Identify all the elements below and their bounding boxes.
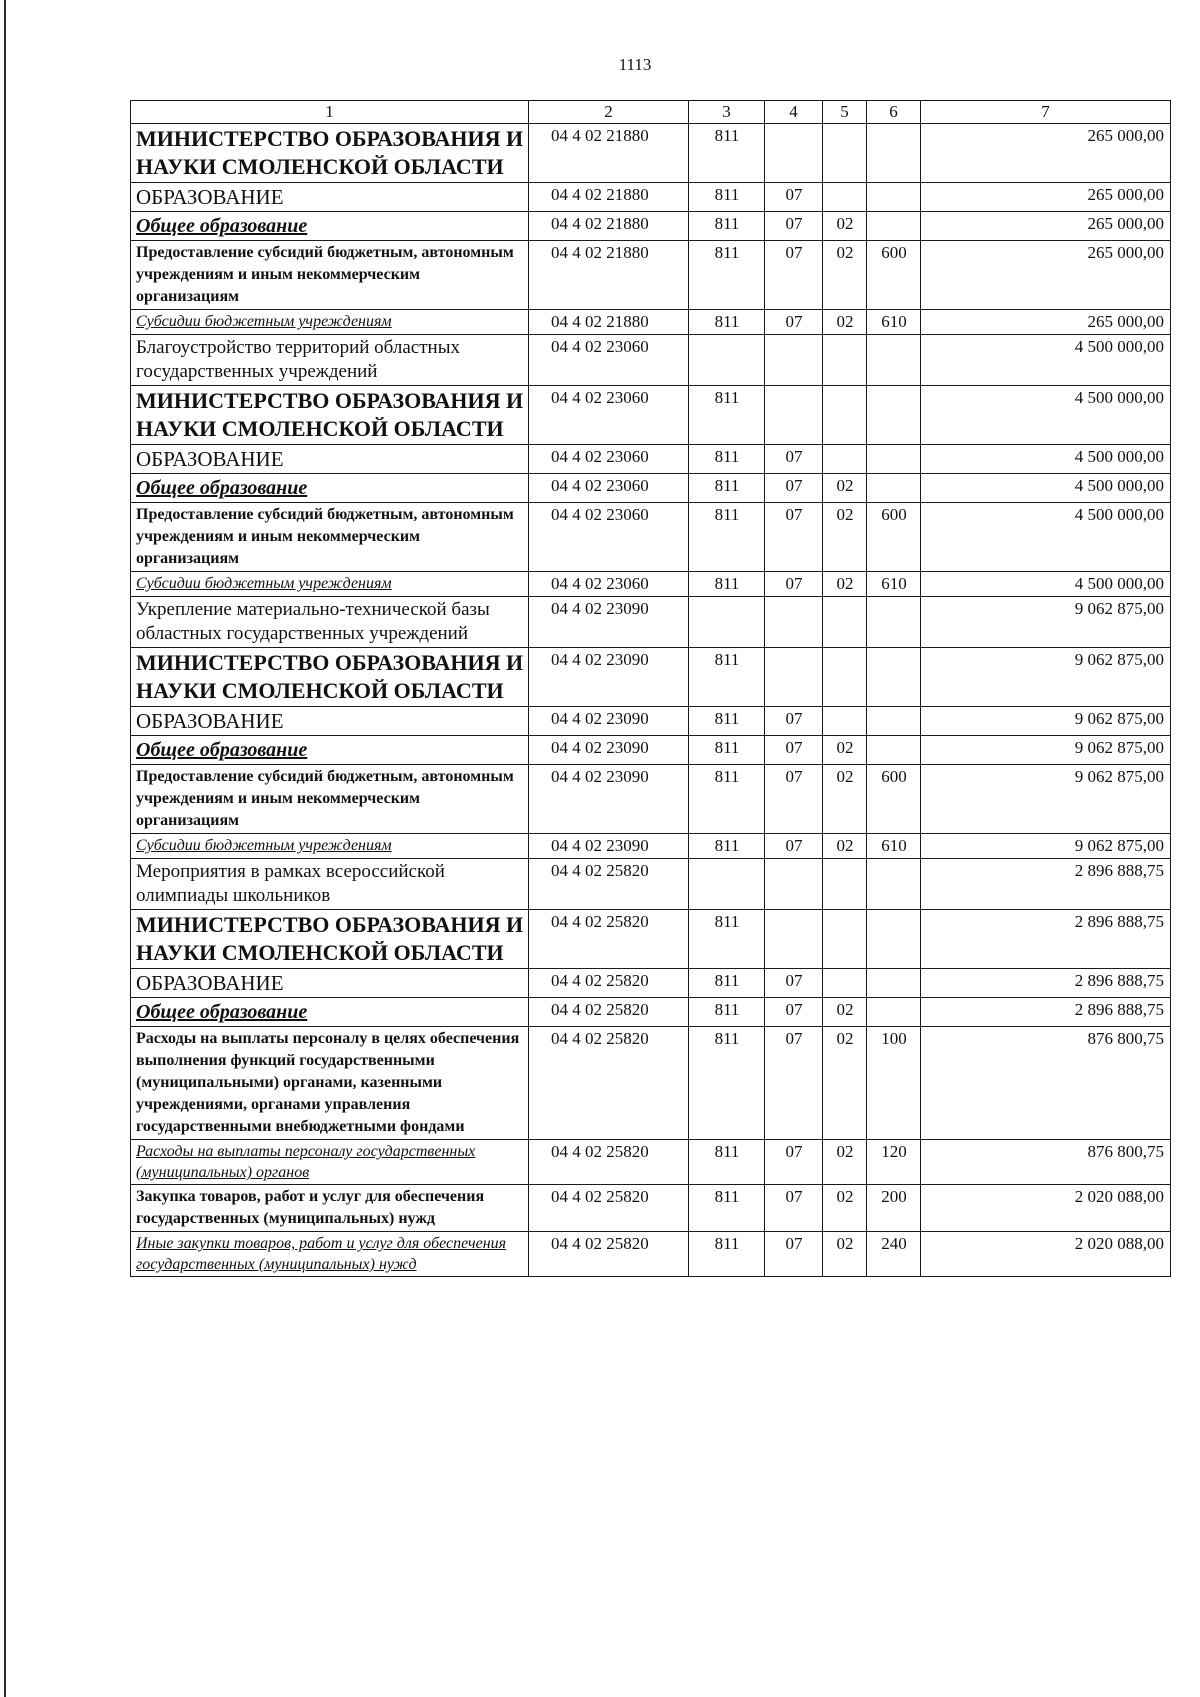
subsection-code-cell bbox=[823, 648, 867, 707]
section-code-cell: 07 bbox=[765, 736, 823, 765]
table-row bbox=[131, 572, 1171, 597]
expense-type-cell: 600 bbox=[867, 503, 921, 572]
expense-type-cell bbox=[867, 212, 921, 241]
subsection-code-cell: 02 bbox=[823, 765, 867, 834]
amount-cell: 876 800,75 bbox=[921, 1027, 1171, 1140]
section-code-cell: 07 bbox=[765, 503, 823, 572]
table-row bbox=[131, 445, 1171, 474]
grbs-code-cell: 811 bbox=[689, 1185, 765, 1232]
row-name-cell bbox=[131, 310, 529, 335]
expense-type-cell bbox=[867, 859, 921, 910]
amount-cell: 4 500 000,00 bbox=[921, 445, 1171, 474]
amount-cell: 876 800,75 bbox=[921, 1140, 1171, 1185]
target-code-cell: 04 4 02 23090 bbox=[529, 597, 689, 648]
amount-cell: 2 896 888,75 bbox=[921, 998, 1171, 1027]
subsection-code-cell bbox=[823, 597, 867, 648]
budget-table bbox=[130, 100, 1171, 1277]
row-name-text: Субсидии бюджетным учреждениям bbox=[136, 575, 392, 592]
row-name-cell: МИНИСТЕРСТВО ОБРАЗОВАНИЯ И НАУКИ СМОЛЕНСКОЙ ОБЛАСТИ bbox=[131, 910, 529, 969]
section-code-cell: 07 bbox=[765, 445, 823, 474]
subsection-code-cell: 02 bbox=[823, 310, 867, 335]
subsection-code-cell: 02 bbox=[823, 1027, 867, 1140]
table-row bbox=[131, 386, 1171, 445]
subsection-code-cell bbox=[823, 335, 867, 386]
amount-cell: 9 062 875,00 bbox=[921, 834, 1171, 859]
table-row bbox=[131, 474, 1171, 503]
subsection-code-cell: 02 bbox=[823, 736, 867, 765]
row-name-cell: ОБРАЗОВАНИЕ bbox=[131, 969, 529, 998]
grbs-code-cell: 811 bbox=[689, 648, 765, 707]
target-code-cell: 04 4 02 25820 bbox=[529, 1140, 689, 1185]
column-header: 2 bbox=[529, 101, 689, 124]
row-name-cell bbox=[131, 1232, 529, 1277]
expense-type-cell: 610 bbox=[867, 572, 921, 597]
table-row bbox=[131, 765, 1171, 834]
section-code-cell: 07 bbox=[765, 1185, 823, 1232]
grbs-code-cell: 811 bbox=[689, 1027, 765, 1140]
column-header: 5 bbox=[823, 101, 867, 124]
section-code-cell: 07 bbox=[765, 834, 823, 859]
section-code-cell bbox=[765, 335, 823, 386]
target-code-cell: 04 4 02 23060 bbox=[529, 572, 689, 597]
target-code-cell: 04 4 02 25820 bbox=[529, 1027, 689, 1140]
row-name-text: Субсидии бюджетным учреждениям bbox=[136, 837, 392, 854]
target-code-cell: 04 4 02 23090 bbox=[529, 648, 689, 707]
grbs-code-cell: 811 bbox=[689, 212, 765, 241]
table-row bbox=[131, 183, 1171, 212]
row-name-text: Общее образование bbox=[136, 739, 308, 761]
section-code-cell: 07 bbox=[765, 998, 823, 1027]
column-header: 6 bbox=[867, 101, 921, 124]
section-code-cell: 07 bbox=[765, 310, 823, 335]
amount-cell: 9 062 875,00 bbox=[921, 707, 1171, 736]
section-code-cell: 07 bbox=[765, 572, 823, 597]
amount-cell: 2 020 088,00 bbox=[921, 1185, 1171, 1232]
table-row bbox=[131, 910, 1171, 969]
target-code-cell: 04 4 02 23090 bbox=[529, 834, 689, 859]
grbs-code-cell: 811 bbox=[689, 124, 765, 183]
grbs-code-cell: 811 bbox=[689, 707, 765, 736]
subsection-code-cell: 02 bbox=[823, 1185, 867, 1232]
expense-type-cell bbox=[867, 474, 921, 503]
grbs-code-cell: 811 bbox=[689, 310, 765, 335]
table-row bbox=[131, 503, 1171, 572]
target-code-cell: 04 4 02 25820 bbox=[529, 910, 689, 969]
expense-type-cell: 610 bbox=[867, 310, 921, 335]
row-name-cell: Предоставление субсидий бюджетным, автономным учреждениям и иным некоммерческим организациям bbox=[131, 241, 529, 310]
target-code-cell: 04 4 02 23060 bbox=[529, 386, 689, 445]
row-name-cell: ОБРАЗОВАНИЕ bbox=[131, 445, 529, 474]
scan-edge-line bbox=[4, 0, 6, 1697]
table-row bbox=[131, 1185, 1171, 1232]
section-code-cell: 07 bbox=[765, 183, 823, 212]
row-name-cell: Предоставление субсидий бюджетным, автономным учреждениям и иным некоммерческим организациям bbox=[131, 765, 529, 834]
row-name-cell: ОБРАЗОВАНИЕ bbox=[131, 183, 529, 212]
target-code-cell: 04 4 02 23060 bbox=[529, 445, 689, 474]
expense-type-cell: 600 bbox=[867, 765, 921, 834]
subsection-code-cell bbox=[823, 969, 867, 998]
section-code-cell bbox=[765, 386, 823, 445]
row-name-text: Расходы на выплаты персоналу государственных (муниципальных) органов bbox=[136, 1143, 476, 1181]
section-code-cell: 07 bbox=[765, 1140, 823, 1185]
subsection-code-cell bbox=[823, 859, 867, 910]
row-name-text: Субсидии бюджетным учреждениям bbox=[136, 313, 392, 330]
grbs-code-cell: 811 bbox=[689, 969, 765, 998]
section-code-cell: 07 bbox=[765, 1027, 823, 1140]
expense-type-cell bbox=[867, 648, 921, 707]
target-code-cell: 04 4 02 25820 bbox=[529, 998, 689, 1027]
grbs-code-cell: 811 bbox=[689, 386, 765, 445]
subsection-code-cell: 02 bbox=[823, 998, 867, 1027]
target-code-cell: 04 4 02 21880 bbox=[529, 183, 689, 212]
table-row bbox=[131, 1027, 1171, 1140]
target-code-cell: 04 4 02 25820 bbox=[529, 1232, 689, 1277]
table-header-row bbox=[131, 101, 1171, 124]
section-code-cell: 07 bbox=[765, 969, 823, 998]
row-name-cell bbox=[131, 212, 529, 241]
row-name-cell: МИНИСТЕРСТВО ОБРАЗОВАНИЯ И НАУКИ СМОЛЕНСКОЙ ОБЛАСТИ bbox=[131, 124, 529, 183]
grbs-code-cell: 811 bbox=[689, 1140, 765, 1185]
row-name-cell: Благоустройство территорий областных государственных учреждений bbox=[131, 335, 529, 386]
column-header: 7 bbox=[921, 101, 1171, 124]
subsection-code-cell bbox=[823, 445, 867, 474]
subsection-code-cell bbox=[823, 183, 867, 212]
subsection-code-cell: 02 bbox=[823, 1232, 867, 1277]
amount-cell: 9 062 875,00 bbox=[921, 648, 1171, 707]
target-code-cell: 04 4 02 21880 bbox=[529, 212, 689, 241]
target-code-cell: 04 4 02 21880 bbox=[529, 310, 689, 335]
row-name-cell bbox=[131, 572, 529, 597]
amount-cell: 265 000,00 bbox=[921, 212, 1171, 241]
target-code-cell: 04 4 02 23060 bbox=[529, 503, 689, 572]
section-code-cell: 07 bbox=[765, 474, 823, 503]
row-name-text: Иные закупки товаров, работ и услуг для обеспечения государственных (муниципальных) нужд bbox=[136, 1235, 507, 1273]
section-code-cell: 07 bbox=[765, 707, 823, 736]
expense-type-cell bbox=[867, 910, 921, 969]
grbs-code-cell: 811 bbox=[689, 241, 765, 310]
section-code-cell bbox=[765, 124, 823, 183]
table-row bbox=[131, 1232, 1171, 1277]
expense-type-cell bbox=[867, 597, 921, 648]
row-name-cell: Мероприятия в рамках всероссийской олимпиады школьников bbox=[131, 859, 529, 910]
row-name-cell: Предоставление субсидий бюджетным, автономным учреждениям и иным некоммерческим организациям bbox=[131, 503, 529, 572]
table-row bbox=[131, 241, 1171, 310]
table-row bbox=[131, 335, 1171, 386]
table-row bbox=[131, 124, 1171, 183]
section-code-cell: 07 bbox=[765, 1232, 823, 1277]
grbs-code-cell: 811 bbox=[689, 910, 765, 969]
grbs-code-cell: 811 bbox=[689, 445, 765, 474]
table-row bbox=[131, 707, 1171, 736]
grbs-code-cell: 811 bbox=[689, 736, 765, 765]
subsection-code-cell bbox=[823, 124, 867, 183]
subsection-code-cell: 02 bbox=[823, 834, 867, 859]
row-name-cell: Закупка товаров, работ и услуг для обеспечения государственных (муниципальных) нужд bbox=[131, 1185, 529, 1232]
expense-type-cell bbox=[867, 183, 921, 212]
row-name-cell bbox=[131, 834, 529, 859]
expense-type-cell: 120 bbox=[867, 1140, 921, 1185]
grbs-code-cell: 811 bbox=[689, 572, 765, 597]
expense-type-cell bbox=[867, 707, 921, 736]
target-code-cell: 04 4 02 21880 bbox=[529, 241, 689, 310]
table-row bbox=[131, 648, 1171, 707]
subsection-code-cell: 02 bbox=[823, 474, 867, 503]
amount-cell: 265 000,00 bbox=[921, 183, 1171, 212]
page-number: 1113 bbox=[618, 55, 652, 74]
amount-cell: 2 896 888,75 bbox=[921, 910, 1171, 969]
row-name-cell bbox=[131, 736, 529, 765]
grbs-code-cell bbox=[689, 859, 765, 910]
row-name-cell bbox=[131, 998, 529, 1027]
row-name-cell bbox=[131, 1140, 529, 1185]
target-code-cell: 04 4 02 23090 bbox=[529, 736, 689, 765]
expense-type-cell: 200 bbox=[867, 1185, 921, 1232]
target-code-cell: 04 4 02 23090 bbox=[529, 765, 689, 834]
expense-type-cell bbox=[867, 998, 921, 1027]
grbs-code-cell bbox=[689, 597, 765, 648]
subsection-code-cell bbox=[823, 910, 867, 969]
subsection-code-cell: 02 bbox=[823, 572, 867, 597]
expense-type-cell bbox=[867, 335, 921, 386]
row-name-text: Общее образование bbox=[136, 215, 308, 237]
row-name-cell: Расходы на выплаты персоналу в целях обеспечения выполнения функций государственными (муниципальными) органами, казенными учреждениями, органами управления государственными внебюджетными фондами bbox=[131, 1027, 529, 1140]
expense-type-cell: 610 bbox=[867, 834, 921, 859]
column-header: 1 bbox=[131, 101, 529, 124]
row-name-cell bbox=[131, 474, 529, 503]
grbs-code-cell: 811 bbox=[689, 998, 765, 1027]
subsection-code-cell bbox=[823, 707, 867, 736]
target-code-cell: 04 4 02 21880 bbox=[529, 124, 689, 183]
grbs-code-cell: 811 bbox=[689, 834, 765, 859]
target-code-cell: 04 4 02 23090 bbox=[529, 707, 689, 736]
amount-cell: 2 896 888,75 bbox=[921, 969, 1171, 998]
amount-cell: 265 000,00 bbox=[921, 124, 1171, 183]
amount-cell: 265 000,00 bbox=[921, 310, 1171, 335]
grbs-code-cell: 811 bbox=[689, 765, 765, 834]
target-code-cell: 04 4 02 23060 bbox=[529, 474, 689, 503]
section-code-cell: 07 bbox=[765, 241, 823, 310]
table-row bbox=[131, 212, 1171, 241]
expense-type-cell: 600 bbox=[867, 241, 921, 310]
expense-type-cell: 240 bbox=[867, 1232, 921, 1277]
amount-cell: 4 500 000,00 bbox=[921, 503, 1171, 572]
expense-type-cell bbox=[867, 386, 921, 445]
expense-type-cell: 100 bbox=[867, 1027, 921, 1140]
column-header: 3 bbox=[689, 101, 765, 124]
amount-cell: 4 500 000,00 bbox=[921, 335, 1171, 386]
amount-cell: 4 500 000,00 bbox=[921, 474, 1171, 503]
section-code-cell bbox=[765, 597, 823, 648]
subsection-code-cell: 02 bbox=[823, 503, 867, 572]
amount-cell: 2 896 888,75 bbox=[921, 859, 1171, 910]
expense-type-cell bbox=[867, 736, 921, 765]
column-header: 4 bbox=[765, 101, 823, 124]
grbs-code-cell: 811 bbox=[689, 503, 765, 572]
subsection-code-cell: 02 bbox=[823, 212, 867, 241]
target-code-cell: 04 4 02 25820 bbox=[529, 1185, 689, 1232]
amount-cell: 4 500 000,00 bbox=[921, 572, 1171, 597]
subsection-code-cell: 02 bbox=[823, 241, 867, 310]
table-row bbox=[131, 736, 1171, 765]
table-row bbox=[131, 998, 1171, 1027]
subsection-code-cell: 02 bbox=[823, 1140, 867, 1185]
amount-cell: 265 000,00 bbox=[921, 241, 1171, 310]
row-name-text: Общее образование bbox=[136, 477, 308, 499]
expense-type-cell bbox=[867, 969, 921, 998]
target-code-cell: 04 4 02 25820 bbox=[529, 969, 689, 998]
amount-cell: 9 062 875,00 bbox=[921, 736, 1171, 765]
section-code-cell bbox=[765, 648, 823, 707]
section-code-cell: 07 bbox=[765, 212, 823, 241]
subsection-code-cell bbox=[823, 386, 867, 445]
table-row bbox=[131, 597, 1171, 648]
table-row bbox=[131, 310, 1171, 335]
row-name-cell: МИНИСТЕРСТВО ОБРАЗОВАНИЯ И НАУКИ СМОЛЕНСКОЙ ОБЛАСТИ bbox=[131, 386, 529, 445]
row-name-text: Общее образование bbox=[136, 1001, 308, 1023]
section-code-cell bbox=[765, 859, 823, 910]
amount-cell: 9 062 875,00 bbox=[921, 597, 1171, 648]
grbs-code-cell: 811 bbox=[689, 1232, 765, 1277]
row-name-cell: МИНИСТЕРСТВО ОБРАЗОВАНИЯ И НАУКИ СМОЛЕНСКОЙ ОБЛАСТИ bbox=[131, 648, 529, 707]
expense-type-cell bbox=[867, 124, 921, 183]
grbs-code-cell bbox=[689, 335, 765, 386]
grbs-code-cell: 811 bbox=[689, 474, 765, 503]
amount-cell: 9 062 875,00 bbox=[921, 765, 1171, 834]
amount-cell: 2 020 088,00 bbox=[921, 1232, 1171, 1277]
row-name-cell: ОБРАЗОВАНИЕ bbox=[131, 707, 529, 736]
table-row bbox=[131, 834, 1171, 859]
target-code-cell: 04 4 02 23060 bbox=[529, 335, 689, 386]
expense-type-cell bbox=[867, 445, 921, 474]
grbs-code-cell: 811 bbox=[689, 183, 765, 212]
table-row bbox=[131, 1140, 1171, 1185]
table-row bbox=[131, 969, 1171, 998]
section-code-cell: 07 bbox=[765, 765, 823, 834]
row-name-cell: Укрепление материально-технической базы областных государственных учреждений bbox=[131, 597, 529, 648]
table-row bbox=[131, 859, 1171, 910]
section-code-cell bbox=[765, 910, 823, 969]
target-code-cell: 04 4 02 25820 bbox=[529, 859, 689, 910]
amount-cell: 4 500 000,00 bbox=[921, 386, 1171, 445]
